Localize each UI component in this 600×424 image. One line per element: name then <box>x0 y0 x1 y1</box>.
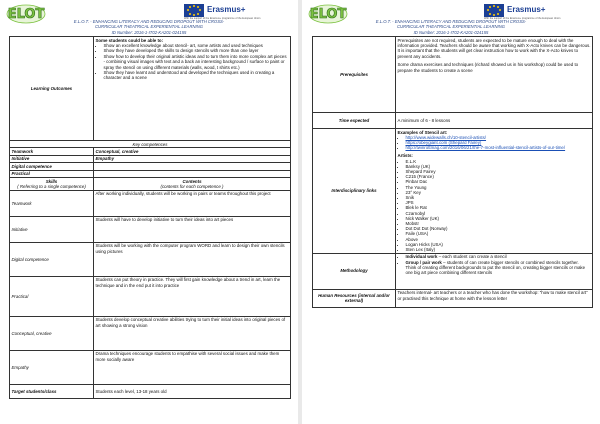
methodology-cell <box>396 253 593 289</box>
list-item: • Show an excellent knowledge about stencil- art, some artists and used techniques <box>104 43 289 48</box>
skills-title: Skills <box>45 178 58 184</box>
list-item: • E.L.K <box>406 159 591 164</box>
list-item: • Sten Lex (Italy) <box>406 247 591 252</box>
list-item: • Show they have developed the skills to design stencils with more than one layer <box>104 48 289 53</box>
skill-cell: Empathy <box>10 350 94 384</box>
time-expected-value: A minimum of 6 - 8 lessons <box>396 113 593 129</box>
table-row <box>10 350 291 384</box>
list-item: • JPS <box>406 200 591 205</box>
page-right <box>302 0 600 424</box>
erasmus-label: Erasmus+ <box>207 5 246 14</box>
erasmus-logo <box>484 4 561 20</box>
example-link[interactable]: http://twinrottmag.com/2016/06/21/the-7-most-influential-stencil-artists-of-our-time/ <box>405 145 566 151</box>
page-left <box>0 0 298 424</box>
competence-cell: Empathy <box>94 155 291 162</box>
erasmus-label: Erasmus+ <box>507 5 546 14</box>
list-item: • Pinbar Dac <box>406 179 591 184</box>
header-line-1: E.L.O.T. - ENHANCING LITERACY AND REDUCING DROPOUT WITH CROSS- <box>73 19 225 24</box>
left-table <box>9 36 291 399</box>
list-item: • Individual work – each student can create a stencil <box>406 254 591 259</box>
list-item: • Group / pair work – students of can create bigger stencils or combined stencils together. Think of creating different backgrounds to put the stencil on, creating bigger stencils or make one big art piece combining different stencils <box>406 260 591 276</box>
competence-row <box>10 148 291 155</box>
competence-cell: Teamwork <box>10 148 94 155</box>
competence-cell: Initiative <box>10 155 94 162</box>
list-item: • Snik <box>406 195 591 200</box>
human-resources-row <box>313 289 593 307</box>
project-header <box>10 19 288 35</box>
project-header <box>312 19 590 35</box>
contents-title: Contents <box>182 178 202 184</box>
skill-cell: Teamwork <box>10 190 94 216</box>
content-cell: Students will be working with the computer program WORD and learn to design their own stencils using pictures <box>94 242 291 276</box>
table-row <box>10 216 291 242</box>
list-item: • Banksy (UK) <box>406 164 591 169</box>
list-item: • Mobstr <box>406 221 591 226</box>
list-item: • Logan Hicks (USA) <box>406 242 591 247</box>
skills-header-row <box>10 178 291 191</box>
time-expected-label: Time expected <box>313 113 396 129</box>
list-item: • 23° Key <box>406 190 591 195</box>
target-students-label: Target students/class <box>10 384 94 398</box>
content-cell: Students will have to develop initiative to turn their ideas into art pieces <box>94 216 291 242</box>
eu-flag-icon <box>484 4 504 17</box>
prerequisites-text: Prerequisites are not required, students are expected to be mature enough to deal with the information provided. Teachers should be aware that working with X-Acto knives can be dangerous. It is important that the students will get clear instruction how to work with the X-Acto knives to prevent any accidents. <box>397 37 591 59</box>
list-item: • Dot Dot Dot (Norway) <box>406 226 591 231</box>
svg-text:ELOT: ELOT <box>7 7 45 22</box>
header-line-3: ID Number: 2016-1-IT02-KA201-024155 <box>111 29 187 35</box>
methodology-row <box>313 253 593 289</box>
table-row <box>10 316 291 350</box>
example-link[interactable]: https://obeygiant.com (Shepard Fairey) <box>405 139 482 145</box>
contents-header <box>94 178 291 191</box>
list-item: • Above <box>406 237 591 242</box>
artists-title: Artists: <box>397 153 413 159</box>
artists-list <box>398 159 591 253</box>
human-resources-value: Teachers internal- art teachers or a teacher who has done the workshop: “how to make stencil art” or practised this technique at home with the lesson letter <box>396 289 593 307</box>
skill-cell: Digital competence <box>10 242 94 276</box>
key-competences-title: Key competences <box>10 141 291 148</box>
erasmus-subtitle: With the support of the Erasmus+ programme of the European Union <box>484 17 561 20</box>
skills-subtitle: ( Referring to a single competence) <box>17 183 86 189</box>
list-item: • Show they have learnt and understood and developed the techniques used in creating a character and a scene <box>104 70 289 81</box>
interdisciplinary-links-cell <box>396 129 593 254</box>
content-cell: After working individually, students will be working in pairs or teams throughout this project <box>94 190 291 216</box>
prerequisites-text-2: Some drama exercises and techniques (richard showed us in his workshop) could be used to prepare the students to create a scene <box>397 62 579 73</box>
table-row <box>10 276 291 316</box>
learning-outcomes-row <box>10 37 291 141</box>
competence-row <box>10 163 291 170</box>
eu-flag-icon <box>184 4 204 17</box>
learning-outcomes-list <box>96 43 289 81</box>
prerequisites-row <box>313 37 593 113</box>
list-item <box>406 145 591 150</box>
skill-cell: Conceptual, creative <box>10 316 94 350</box>
learning-outcomes-intro: Some students could be able to: <box>95 37 164 43</box>
human-resources-label: Human Resources (internal and/or external) <box>313 289 396 307</box>
right-table <box>312 36 593 308</box>
skills-header <box>10 178 94 191</box>
prerequisites-label: Prerequisites <box>313 37 396 113</box>
table-row <box>10 242 291 276</box>
competence-cell <box>94 163 291 170</box>
skill-cell: Initiative <box>10 216 94 242</box>
list-item: • Faile (USA) <box>406 231 591 236</box>
list-item: • Nick Walker (UK) <box>406 216 591 221</box>
competence-row <box>10 155 291 162</box>
key-competences-title-row <box>10 141 291 148</box>
target-students-row <box>10 384 291 398</box>
header-line-1: E.L.O.T. - ENHANCING LITERACY AND REDUCING DROPOUT WITH CROSS- <box>375 19 527 24</box>
learning-outcomes-cell <box>94 37 291 141</box>
list-item: • Blek le Rat <box>406 205 591 210</box>
learning-outcomes-label: Learning Outcomes <box>10 37 94 141</box>
interdisciplinary-links-label: Interdisciplinary links <box>313 129 396 254</box>
table-row <box>10 190 291 216</box>
content-cell: Drama techniques encourage students to empathise with several social issues and make them more socially aware <box>94 350 291 384</box>
examples-title: Examples of Stencil art: <box>397 129 448 135</box>
list-item: • Czarnobyl <box>406 211 591 216</box>
methodology-label: Methodology <box>313 253 396 289</box>
header-line-2: CURRICULAR THEATRICAL EXPERIENTIAL LEARNING <box>95 24 203 30</box>
content-cell: Students can put theory in practice. They will first gain knowledge about a trend in art, learn the technique and in the end put it into practice <box>94 276 291 316</box>
list-item: • C215 (France) <box>406 174 591 179</box>
erasmus-subtitle: With the support of the Erasmus+ programme of the European Union <box>184 17 261 20</box>
example-links-list <box>398 135 591 151</box>
competence-cell: Digital competence <box>10 163 94 170</box>
methodology-list <box>398 254 591 276</box>
list-item: • Show how to develop their original artistic ideas and to turn them into more complex art pieces - combining visual images with text and a back an interesting background / surface to paint or spray the stencil on using different materials (walls, wood, t shirts etc.) <box>104 54 289 70</box>
target-students-value: Students each level, 13-18 years old <box>94 384 291 398</box>
competence-cell: Conceptual, creative <box>94 148 291 155</box>
header-line-2: CURRICULAR THEATRICAL EXPERIENTIAL LEARNING <box>397 24 505 30</box>
competence-cell <box>94 170 291 177</box>
header-line-3: ID Number: 2016-1-IT02-KA201-024155 <box>413 29 489 35</box>
skill-cell: Practical <box>10 276 94 316</box>
contents-subtitle: (contents for each competence ) <box>160 183 224 189</box>
content-cell: Students develop conceptual creative abilities trying to turn their initial ideas into original pieces of art showing a strong vision <box>94 316 291 350</box>
competence-row <box>10 170 291 177</box>
interdisciplinary-links-row <box>313 129 593 254</box>
list-item: • Shepard Fairey <box>406 169 591 174</box>
time-expected-row <box>313 113 593 129</box>
svg-text:ELOT: ELOT <box>309 7 347 22</box>
list-item: • The Young <box>406 185 591 190</box>
example-link[interactable]: http://www.widewalls.ch/10-stencil-artists/ <box>405 134 487 140</box>
prerequisites-cell <box>396 37 593 113</box>
erasmus-logo <box>184 4 261 20</box>
competence-cell: Practical <box>10 170 94 177</box>
